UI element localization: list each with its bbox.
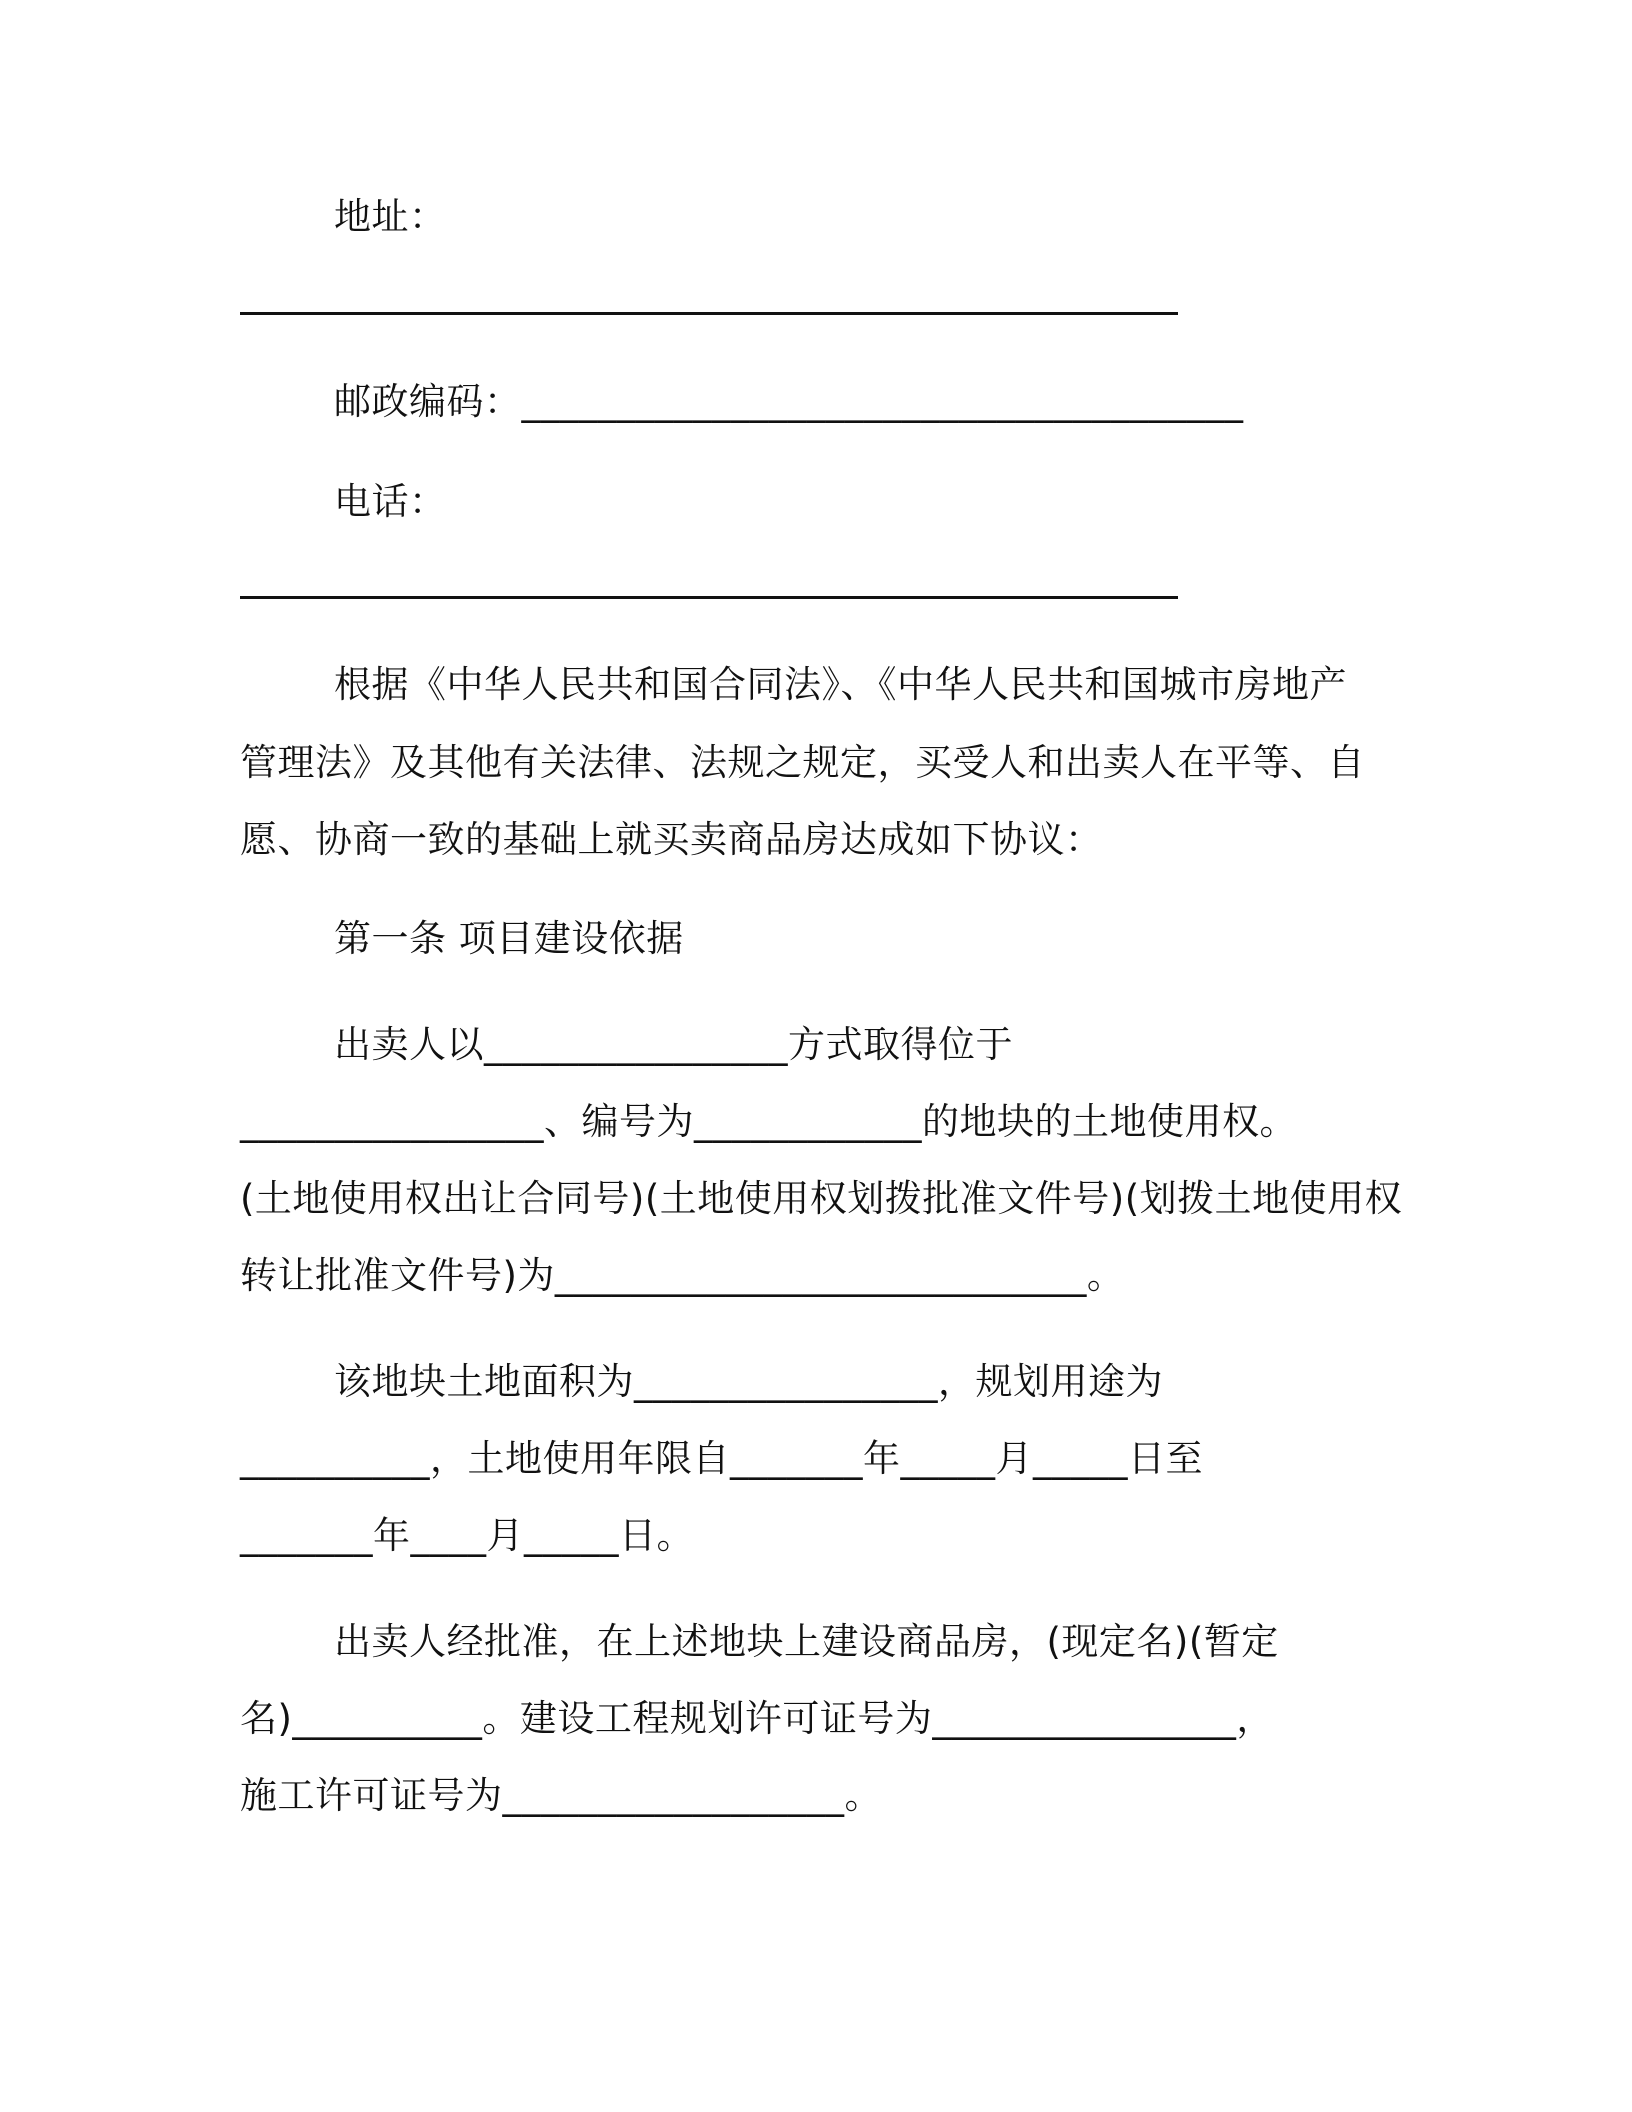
phone-blank-line	[240, 596, 1178, 599]
address-blank-line	[240, 312, 1178, 315]
land-area-line-3: _______年____月_____日。	[240, 1514, 694, 1557]
land-area-line-1: 该地块土地面积为________________，规划用途为	[334, 1360, 1163, 1403]
postal-code-line: 邮政编码：______________________________________	[334, 380, 1244, 423]
construction-line-2: 名)__________。建设工程规划许可证号为________________，	[240, 1697, 1274, 1740]
preamble-line-1: 根据《中华人民共和国合同法》、《中华人民共和国城市房地产	[334, 663, 1347, 706]
construction-line-1: 出卖人经批准，在上述地块上建设商品房，(现定名)(暂定	[334, 1620, 1279, 1663]
land-acquisition-line-1: 出卖人以________________方式取得位于	[334, 1023, 1013, 1066]
preamble-line-3: 愿、协商一致的基础上就买卖商品房达成如下协议：	[240, 818, 1103, 861]
land-area-line-2: __________，土地使用年限自_______年_____月_____日至	[240, 1437, 1203, 1480]
phone-label: 电话：	[334, 480, 447, 523]
land-acquisition-line-4: 转让批准文件号)为____________________________。	[240, 1254, 1125, 1297]
land-acquisition-line-2: ________________、编号为____________的地块的土地使用权。	[240, 1100, 1297, 1143]
construction-line-3: 施工许可证号为__________________。	[240, 1774, 882, 1817]
article-1-heading: 第一条 项目建设依据	[334, 917, 684, 960]
land-acquisition-line-3: (土地使用权出让合同号)(土地使用权划拨批准文件号)(划拨土地使用权	[240, 1177, 1403, 1220]
address-label: 地址：	[334, 195, 447, 238]
preamble-line-2: 管理法》及其他有关法律、法规之规定，买受人和出卖人在平等、自	[240, 741, 1365, 784]
